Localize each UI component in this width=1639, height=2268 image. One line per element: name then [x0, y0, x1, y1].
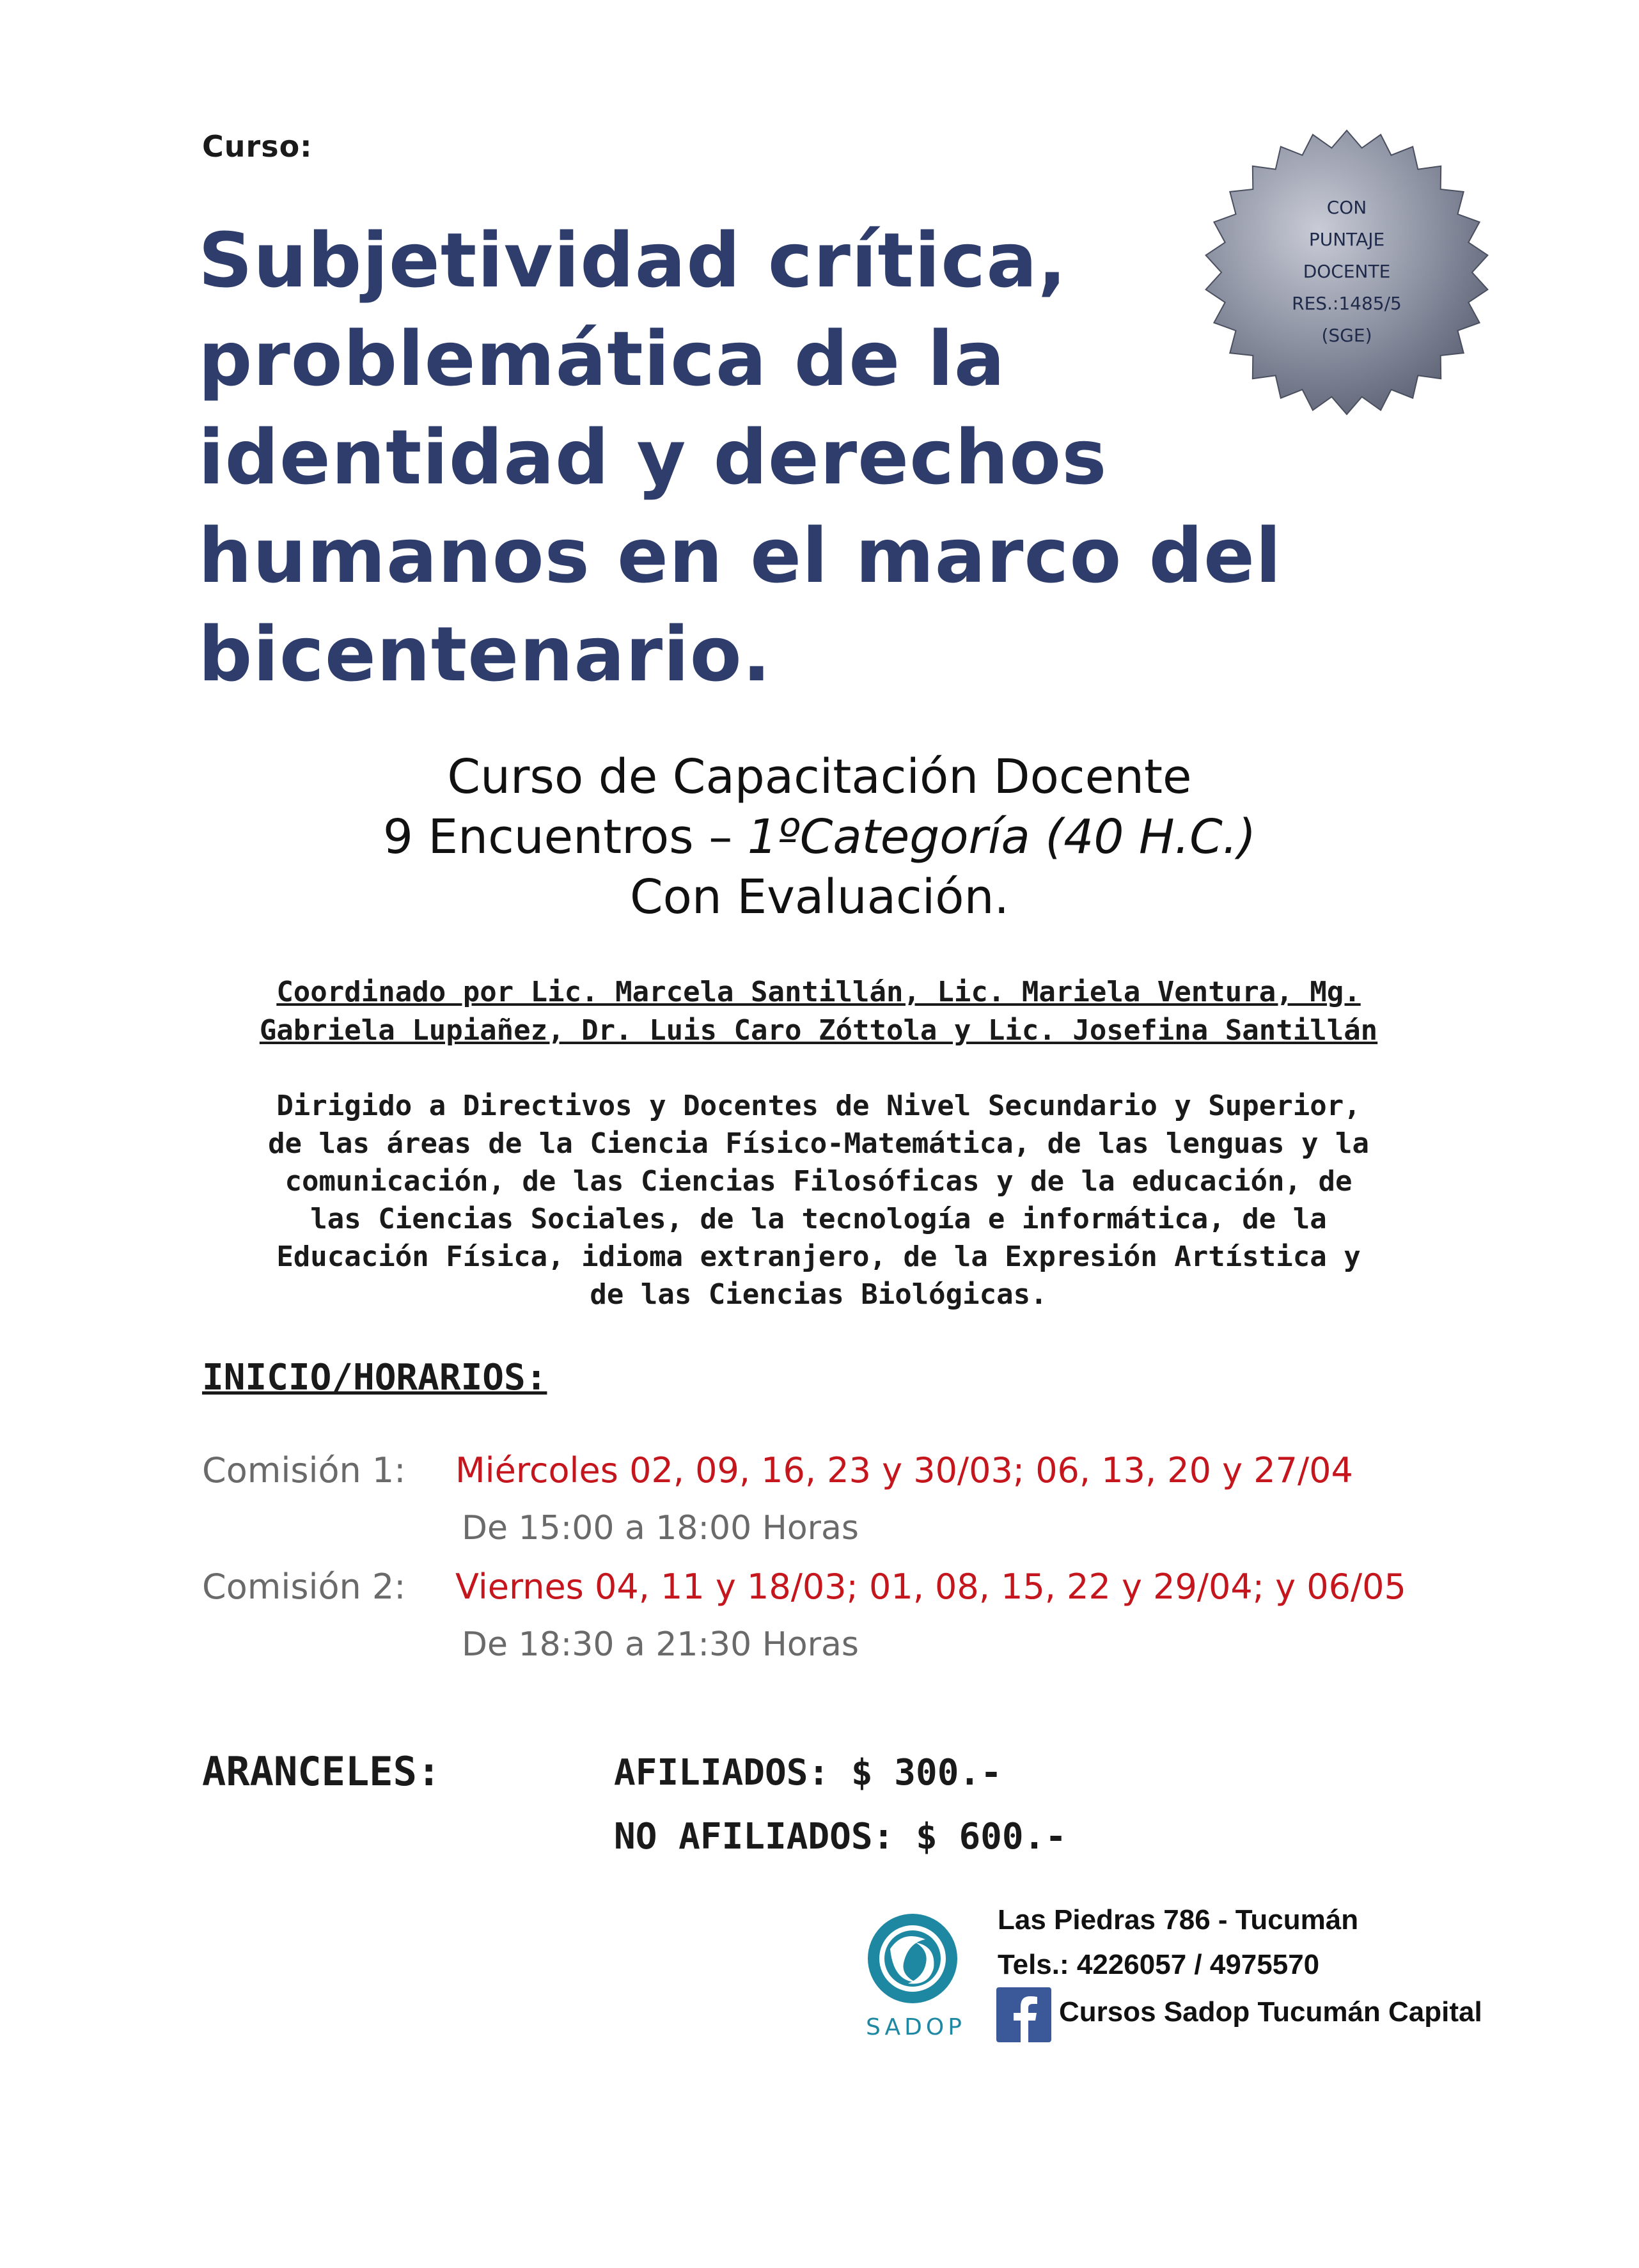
title-line: identidad y derechos: [198, 413, 1108, 501]
commission-1-hours: De 15:00 a 18:00 Horas: [462, 1509, 859, 1547]
commission-1-label: Comisión 1:: [202, 1450, 406, 1490]
fees-label: ARANCELES:: [202, 1748, 441, 1795]
facebook-link[interactable]: Cursos Sadop Tucumán Capital: [1059, 1996, 1482, 2028]
encounters-text: 9 Encuentros –: [382, 809, 748, 864]
commission-2-dates: Viernes 04, 11 y 18/03; 01, 08, 15, 22 y 29/04; y 06/05: [455, 1567, 1406, 1607]
audience-line: Educación Física, idioma extranjero, de la Expresión Artística y: [276, 1240, 1361, 1273]
subtitle-line2: [0, 807, 1639, 867]
target-audience: [192, 1087, 1445, 1313]
seal-text: [1202, 192, 1491, 352]
subtitle-line3: Con Evaluación.: [629, 870, 1009, 925]
seal-line: CON: [1326, 197, 1367, 218]
phone-text: Tels.: 4226057 / 4975570: [998, 1949, 1320, 1980]
fee-non-members: NO AFILIADOS: $ 600.-: [614, 1816, 1067, 1857]
course-kicker: Curso:: [202, 129, 313, 164]
facebook-icon[interactable]: [996, 1987, 1051, 2042]
schedule-heading: INICIO/HORARIOS:: [202, 1357, 547, 1398]
seal-line: PUNTAJE: [1308, 229, 1385, 250]
audience-line: de las áreas de la Ciencia Físico-Matemática, de las lenguas y la: [268, 1127, 1369, 1160]
address-text: Las Piedras 786 - Tucumán: [998, 1904, 1359, 1936]
seal-line: RES.:1485/5: [1292, 293, 1402, 314]
sadop-logo-text: SADOP: [866, 2014, 966, 2040]
coordinators: [192, 973, 1445, 1050]
seal-line: DOCENTE: [1303, 261, 1391, 282]
sadop-logo-icon: [865, 1911, 961, 2006]
seal-line: (SGE): [1321, 325, 1372, 346]
category-text: 1ºCategoría (40 H.C.): [747, 809, 1257, 864]
audience-line: Dirigido a Directivos y Docentes de Nivel Secundario y Superior,: [276, 1090, 1361, 1122]
audience-line: comunicación, de las Ciencias Filosóficas y de la educación, de: [285, 1165, 1353, 1198]
fee-members: AFILIADOS: $ 300.-: [614, 1752, 1002, 1794]
title-line: problemática de la: [198, 315, 1006, 403]
coordinators-line: Coordinado por Lic. Marcela Santillán, Lic. Mariela Ventura, Mg.: [276, 976, 1361, 1008]
audience-line: de las Ciencias Biológicas.: [590, 1278, 1047, 1311]
subtitle-line1: Curso de Capacitación Docente: [447, 749, 1192, 804]
commission-2-label: Comisión 2:: [202, 1567, 406, 1607]
title-line: bicentenario.: [198, 610, 772, 698]
title-line: humanos en el marco del: [198, 512, 1282, 600]
commission-1-dates: Miércoles 02, 09, 16, 23 y 30/03; 06, 13, 20 y 27/04: [455, 1450, 1353, 1490]
commission-2-hours: De 18:30 a 21:30 Horas: [462, 1625, 859, 1664]
course-subtitle: [0, 747, 1639, 927]
title-line: Subjetividad crítica,: [198, 216, 1067, 304]
audience-line: las Ciencias Sociales, de la tecnología e informática, de la: [310, 1203, 1327, 1235]
coordinators-line: Gabriela Lupiañez, Dr. Luis Caro Zóttola y Lic. Josefina Santillán: [259, 1014, 1378, 1047]
